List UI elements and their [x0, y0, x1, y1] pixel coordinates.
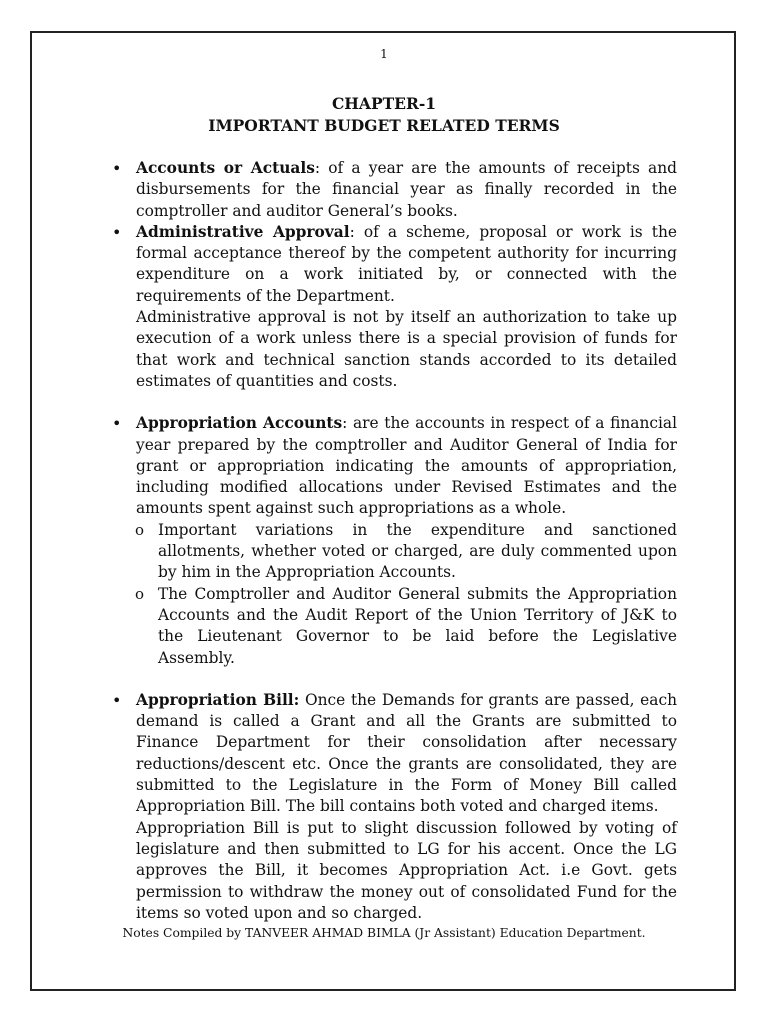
bullet-icon: • — [112, 690, 122, 710]
term-label: Accounts or Actuals — [136, 159, 315, 177]
term-definition: : of a year are the amounts of receipts and disbursements for the financial year as finally recorded in the comptroller and auditor General’s books. — [136, 159, 677, 220]
bullet-icon: • — [112, 159, 122, 178]
term-definition: : are the accounts in respect of a financial year prepared by the comptroller and Auditor General of India for grant or appropriation indicating the amounts of appropriation, including modified allocations under Revised Estimates and the amounts spent against such appropriations as a whole. — [136, 414, 678, 518]
chapter-title: IMPORTANT BUDGET RELATED TERMS — [208, 116, 560, 135]
document-body — [112, 158, 677, 924]
term-paragraph: Appropriation Bill is put to slight discussion followed by voting of legislature and then submitted to LG for his accent. Once the LG approves the Bill, it becomes Appropriation Act. i.e Govt. gets permission to withdraw the money out of consolidated Fund for the items so voted upon and so charged. — [136, 818, 677, 922]
page-number: 1 — [380, 47, 388, 61]
sub-item-text: Important variations in the expenditure and sanctioned allotments, whether voted or charged, are duly commented upon by him in the Appropriation Accounts. — [158, 520, 677, 582]
term-administrative-approval — [112, 222, 677, 392]
chapter-label: CHAPTER-1 — [331, 94, 437, 113]
sub-item — [112, 584, 677, 669]
chapter-heading — [0, 93, 768, 137]
footer-note: Notes Compiled by TANVEER AHMAD BIMLA (Jr Assistant) Education Department. — [122, 926, 646, 940]
term-label: Appropriation Bill: — [136, 690, 300, 709]
term-definition: Once the Demands for grants are passed, each demand is called a Grant and all the Grants are submitted to Finance Department for their consolidation after necessary reductions/descent etc. Once the grants are consolidated, they are submitted to the Legislature in the Form of Money Bill called Appropriation Bill. The bill contains both voted and charged items. — [136, 690, 677, 816]
circle-bullet-icon: o — [135, 520, 145, 539]
sub-item-text: The Comptroller and Auditor General submits the Appropriation Accounts and the Audit Report of the Union Territory of J&K to the Lieutenant Governor to be laid before the Legislative Assembly. — [158, 584, 677, 667]
sub-item — [112, 520, 677, 584]
bullet-icon: • — [112, 222, 122, 242]
circle-bullet-icon: o — [135, 584, 145, 603]
bullet-icon: • — [112, 414, 122, 434]
term-definition: : of a scheme, proposal or work is the formal acceptance thereof by the competent authority for incurring expenditure on a work initiated by, or connected with the requirements of the Department. — [136, 222, 677, 305]
term-accounts-or-actuals — [112, 158, 677, 222]
term-label: Appropriation Accounts — [136, 414, 343, 433]
term-appropriation-bill — [112, 690, 677, 924]
term-label: Administrative Approval — [136, 222, 350, 241]
term-appropriation-accounts — [112, 413, 677, 519]
term-paragraph: Administrative approval is not by itself an authorization to take up execution of a work unless there is a special provision of funds for that work and technical sanction stands accorded to its detailed estimates of quantities and costs. — [136, 308, 677, 390]
